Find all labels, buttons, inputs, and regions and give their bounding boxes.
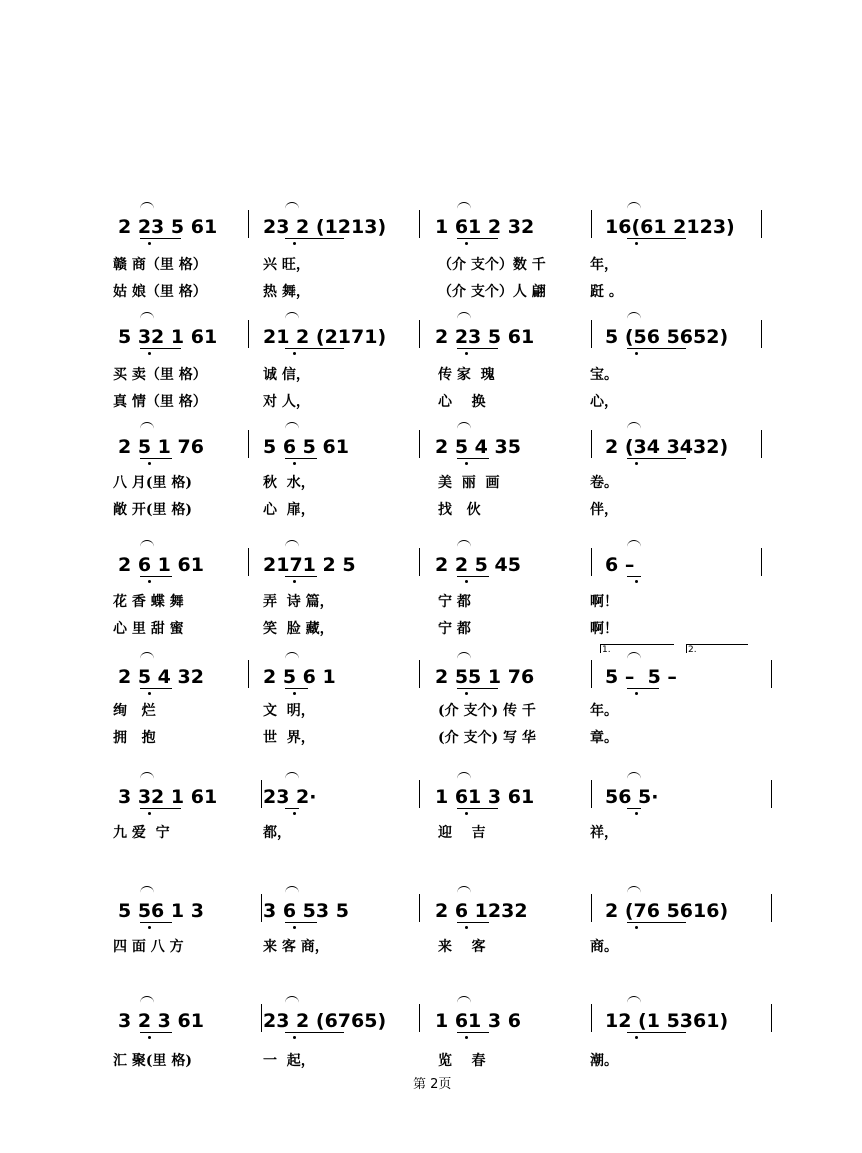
lyric-segment: 赣 商（里 格） [113, 257, 207, 273]
octave-dot [293, 692, 296, 695]
lyric-segment: 年。 [590, 703, 618, 719]
lyric-segment: 弄 诗 篇， [263, 594, 334, 610]
lyric-segment: 世 界， [263, 730, 315, 746]
lyric-segment: 心 扉， [263, 502, 315, 518]
beam-underline [627, 576, 641, 577]
octave-dot [635, 926, 638, 929]
notation-measure: 5 – 5 – [605, 666, 677, 688]
beam-underline [140, 458, 172, 459]
slur-mark [627, 540, 641, 547]
beam-underline [627, 348, 686, 349]
bar-line [261, 1004, 262, 1032]
bar-line [591, 430, 592, 458]
beam-underline [627, 1032, 686, 1033]
octave-dot [465, 926, 468, 929]
lyric-segment: （介 支个）数 千 [438, 257, 546, 273]
beam-underline [457, 922, 489, 923]
bar-line [591, 894, 592, 922]
lyric-segment: （介 支个）人 翩 [438, 284, 546, 300]
beam-underline [457, 1032, 489, 1033]
bar-line [261, 780, 262, 808]
bar-line [771, 894, 772, 922]
octave-dot [293, 462, 296, 465]
beam-underline [285, 238, 344, 239]
octave-dot [635, 812, 638, 815]
slur-mark [627, 202, 641, 209]
slur-mark [627, 422, 641, 429]
notation-measure: 5 6 5 61 [263, 436, 349, 458]
slur-mark [285, 772, 299, 779]
lyric-segment: 宝。 [590, 367, 618, 383]
lyric-segment: 都， [263, 825, 291, 841]
slur-mark [140, 202, 154, 209]
notation-measure: 16(61 2123) [605, 216, 735, 238]
notation-measure: 1 61 3 6 [435, 1010, 521, 1032]
octave-dot [293, 926, 296, 929]
beam-underline [285, 808, 299, 809]
notation-measure: 2 5 1 76 [118, 436, 204, 458]
lyric-segment: 啊！ [590, 594, 618, 610]
bar-line [419, 548, 420, 576]
bar-line [761, 210, 762, 238]
bar-line [591, 660, 592, 688]
slur-mark [457, 312, 471, 319]
beam-underline [140, 238, 181, 239]
lyric-segment: 潮。 [590, 1053, 618, 1069]
lyric-segment: 买 卖（里 格） [113, 367, 207, 383]
beam-underline [285, 348, 344, 349]
slur-mark [457, 886, 471, 893]
lyric-segment: 心， [590, 394, 618, 410]
beam-underline [457, 808, 498, 809]
beam-underline [457, 458, 489, 459]
lyric-segment: 卷。 [590, 475, 618, 491]
notation-measure: 2171 2 5 [263, 554, 356, 576]
lyric-segment: 祥， [590, 825, 618, 841]
notation-measure: 1 61 3 61 [435, 786, 535, 808]
octave-dot [635, 1036, 638, 1039]
slur-mark [285, 996, 299, 1003]
lyric-segment: 四 面 八 方 [113, 939, 184, 955]
notation-measure: 2 5 6 1 [263, 666, 336, 688]
beam-underline [140, 348, 181, 349]
octave-dot [148, 926, 151, 929]
notation-measure: 5 (56 5652) [605, 326, 729, 348]
lyric-segment: 章。 [590, 730, 618, 746]
notation-measure: 2 (34 3432) [605, 436, 729, 458]
slur-mark [140, 540, 154, 547]
slur-mark [457, 202, 471, 209]
bar-line [771, 1004, 772, 1032]
notation-measure: 3 2 3 61 [118, 1010, 204, 1032]
beam-underline [285, 688, 308, 689]
slur-mark [627, 886, 641, 893]
bar-line [419, 1004, 420, 1032]
lyric-segment: 九 爱 宁 [113, 825, 170, 841]
octave-dot [148, 580, 151, 583]
lyric-segment: 跹 。 [590, 284, 623, 300]
notation-measure: 56 5· [605, 786, 659, 808]
lyric-segment: 宁 都 [438, 594, 471, 610]
slur-mark [285, 422, 299, 429]
beam-underline [285, 576, 317, 577]
beam-underline [285, 458, 317, 459]
octave-dot [465, 692, 468, 695]
lyric-segment: 啊！ [590, 621, 618, 637]
bar-line [591, 210, 592, 238]
beam-underline [627, 238, 686, 239]
beam-underline [627, 458, 686, 459]
bar-line [248, 210, 249, 238]
bar-line [248, 548, 249, 576]
lyric-segment: (介 支个) 传 千 [438, 703, 536, 719]
slur-mark [140, 422, 154, 429]
beam-underline [457, 576, 489, 577]
lyric-segment: 笑 脸 藏， [263, 621, 334, 637]
lyric-segment: 真 情（里 格） [113, 394, 207, 410]
lyric-segment: 找 伙 [438, 502, 481, 518]
bar-line [419, 780, 420, 808]
octave-dot [465, 462, 468, 465]
bar-line [591, 780, 592, 808]
bar-line [419, 660, 420, 688]
lyric-segment: 热 舞， [263, 284, 310, 300]
octave-dot [635, 352, 638, 355]
bar-line [591, 548, 592, 576]
notation-measure: 23 2· [263, 786, 317, 808]
beam-underline [140, 922, 172, 923]
page-number: 第 2页 [413, 1077, 452, 1092]
notation-measure: 21 2 (2171) [263, 326, 387, 348]
bar-line [761, 430, 762, 458]
slur-mark [285, 886, 299, 893]
slur-mark [140, 996, 154, 1003]
octave-dot [148, 692, 151, 695]
notation-measure: 5 56 1 3 [118, 900, 204, 922]
bar-line [419, 210, 420, 238]
lyric-segment: 心 里 甜 蜜 [113, 621, 184, 637]
bar-line [248, 320, 249, 348]
bar-line [591, 1004, 592, 1032]
octave-dot [635, 462, 638, 465]
bar-line [771, 660, 772, 688]
slur-mark [457, 422, 471, 429]
slur-mark [140, 886, 154, 893]
beam-underline [627, 688, 659, 689]
octave-dot [148, 462, 151, 465]
slur-mark [627, 996, 641, 1003]
lyric-segment: 绚 烂 [113, 703, 156, 719]
lyric-segment: 一 起， [263, 1053, 315, 1069]
slur-mark [140, 312, 154, 319]
slur-mark [285, 202, 299, 209]
notation-measure: 2 6 1232 [435, 900, 528, 922]
beam-underline [285, 1032, 344, 1033]
octave-dot [465, 812, 468, 815]
octave-dot [148, 242, 151, 245]
lyric-segment: 心 换 [438, 394, 486, 410]
octave-dot [635, 580, 638, 583]
lyric-segment: 商。 [590, 939, 618, 955]
beam-underline [140, 808, 181, 809]
bar-line [248, 660, 249, 688]
bar-line [419, 430, 420, 458]
notation-measure: 2 23 5 61 [118, 216, 218, 238]
bar-line [248, 430, 249, 458]
slur-mark [285, 540, 299, 547]
octave-dot [465, 352, 468, 355]
octave-dot [293, 580, 296, 583]
beam-underline [140, 688, 172, 689]
octave-dot [635, 242, 638, 245]
octave-dot [465, 580, 468, 583]
beam-underline [627, 808, 641, 809]
octave-dot [293, 812, 296, 815]
octave-dot [293, 352, 296, 355]
slur-mark [457, 652, 471, 659]
octave-dot [465, 242, 468, 245]
beam-underline [457, 348, 498, 349]
octave-dot [293, 1036, 296, 1039]
bar-line [761, 548, 762, 576]
octave-dot [148, 352, 151, 355]
lyric-segment: 年， [590, 257, 618, 273]
beam-underline [457, 238, 498, 239]
lyric-segment: 来 客 [438, 939, 486, 955]
bar-line [761, 320, 762, 348]
notation-measure: 23 2 (6765) [263, 1010, 387, 1032]
slur-mark [140, 652, 154, 659]
slur-mark [457, 996, 471, 1003]
lyric-segment: (介 支个) 写 华 [438, 730, 536, 746]
lyric-segment: 汇 聚(里 格) [113, 1053, 192, 1069]
bar-line [591, 320, 592, 348]
lyric-segment: 对 人， [263, 394, 310, 410]
notation-measure: 2 5 4 35 [435, 436, 521, 458]
notation-measure: 1 61 2 32 [435, 216, 535, 238]
lyric-segment: 览 春 [438, 1053, 486, 1069]
lyric-segment: 拥 抱 [113, 730, 156, 746]
notation-measure: 2 5 4 32 [118, 666, 204, 688]
octave-dot [635, 692, 638, 695]
lyric-segment: 姑 娘（里 格） [113, 284, 207, 300]
lyric-segment: 迎 吉 [438, 825, 486, 841]
notation-measure: 3 32 1 61 [118, 786, 218, 808]
volta-bracket-2: 2. [686, 644, 748, 653]
slur-mark [140, 772, 154, 779]
lyric-segment: 秋 水， [263, 475, 315, 491]
beam-underline [457, 688, 498, 689]
beam-underline [627, 922, 686, 923]
lyric-segment: 美 丽 画 [438, 475, 500, 491]
notation-measure: 3 6 53 5 [263, 900, 349, 922]
beam-underline [285, 922, 317, 923]
notation-measure: 6 – [605, 554, 635, 576]
notation-measure: 2 6 1 61 [118, 554, 204, 576]
slur-mark [627, 652, 641, 659]
lyric-segment: 诚 信， [263, 367, 310, 383]
notation-measure: 2 23 5 61 [435, 326, 535, 348]
lyric-segment: 敞 开(里 格) [113, 502, 192, 518]
notation-measure: 12 (1 5361) [605, 1010, 729, 1032]
notation-measure: 2 2 5 45 [435, 554, 521, 576]
slur-mark [627, 312, 641, 319]
octave-dot [148, 812, 151, 815]
slur-mark [285, 312, 299, 319]
slur-mark [627, 772, 641, 779]
lyric-segment: 兴 旺， [263, 257, 310, 273]
lyric-segment: 伴， [590, 502, 618, 518]
volta-bracket-1: 1. [600, 644, 674, 653]
notation-measure: 2 55 1 76 [435, 666, 535, 688]
notation-measure: 23 2 (1213) [263, 216, 387, 238]
lyric-segment: 文 明， [263, 703, 315, 719]
octave-dot [293, 242, 296, 245]
lyric-segment: 来 客 商， [263, 939, 329, 955]
bar-line [419, 320, 420, 348]
lyric-segment: 八 月(里 格) [113, 475, 192, 491]
notation-measure: 2 (76 5616) [605, 900, 729, 922]
octave-dot [148, 1036, 151, 1039]
octave-dot [465, 1036, 468, 1039]
bar-line [771, 780, 772, 808]
slur-mark [285, 652, 299, 659]
lyric-segment: 宁 都 [438, 621, 471, 637]
beam-underline [140, 576, 172, 577]
beam-underline [140, 1032, 172, 1033]
bar-line [261, 894, 262, 922]
lyric-segment: 花 香 蝶 舞 [113, 594, 184, 610]
slur-mark [457, 772, 471, 779]
bar-line [419, 894, 420, 922]
slur-mark [457, 540, 471, 547]
lyric-segment: 传 家 瑰 [438, 367, 495, 383]
notation-measure: 5 32 1 61 [118, 326, 218, 348]
